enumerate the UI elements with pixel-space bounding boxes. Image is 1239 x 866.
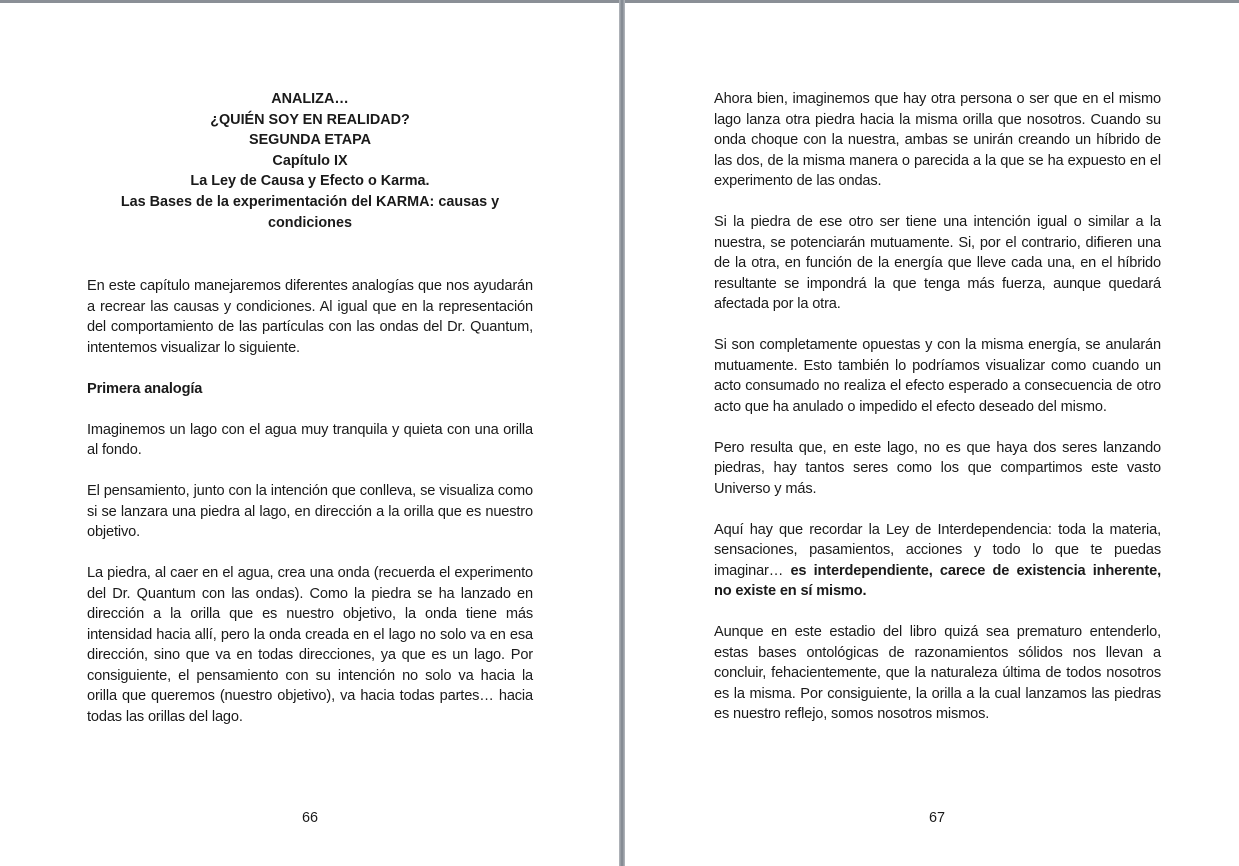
intro-paragraph: En este capítulo manejaremos diferentes analogías que nos ayudarán a recrear las causas y condiciones. Al igual que en la representación del comportamiento de las partículas con las ondas del Dr. Quantum, intentemos visualizar lo siguiente.	[87, 278, 533, 356]
left-page	[0, 3, 619, 866]
heading-line-chapter: Capítulo IX	[272, 152, 348, 169]
body-paragraph: Pero resulta que, en este lago, no es que haya dos seres lanzando piedras, hay tantos seres como los que compartimos este vasto Universo y más.	[714, 439, 1161, 497]
interdependence-text: Aquí hay que recordar la Ley de Interdependencia: toda la materia, sensaciones, pasamientos, acciones y todo lo que te puedas imaginar…	[714, 521, 1161, 579]
interdependence-emphasis: es interdependiente, carece de existencia inherente, no existe en sí mismo	[714, 562, 1161, 599]
final-paragraph: Aunque en este estadio del libro quizá sea prematuro entenderlo, estas bases ontológicas de razonamientos sólidos nos llevan a concluir, fehacientemente, que la naturaleza última de todos nosotros es la misma. Por consiguiente, la orilla a la cual lanzamos las piedras es nuestro reflejo, somos nosotros mismos.	[714, 624, 1161, 722]
body-paragraph: Si la piedra de ese otro ser tiene una intención igual o similar a la nuestra, se potenciarán mutuamente. Si, por el contrario, difieren una de la otra, en función de la energía que lleve cada una, en el híbrido resultante se impondrá la que tenga más fuerza, aunque quedará afectada por la otra.	[714, 214, 1161, 312]
heading-line-bases: Las Bases de la experimentación del KARMA: causas y condiciones	[120, 193, 500, 231]
right-page-body	[714, 89, 1161, 725]
section-subheading: Primera analogía	[87, 380, 203, 397]
body-paragraph: Ahora bien, imaginemos que hay otra persona o ser que en el mismo lago lanza otra piedra hacia la misma orilla que nosotros. Cuando su onda choque con la nuestra, ambas se unirán creando un híbrido de las dos, de la misma manera o parecida a la que se ha expuesto en el experimento de las ondas.	[714, 91, 1161, 189]
interdependence-paragraph	[714, 520, 1161, 602]
body-paragraph: Imaginemos un lago con el agua muy tranquila y quieta con una orilla al fondo.	[87, 421, 533, 458]
heading-line-etapa: SEGUNDA ETAPA	[248, 132, 372, 149]
page-number-left: 66	[301, 810, 318, 826]
left-page-body	[87, 276, 533, 727]
chapter-heading	[90, 89, 530, 233]
body-paragraph: La piedra, al caer en el agua, crea una onda (recuerda el experimento del Dr. Quantum con las ondas). Como la piedra se ha lanzado en dirección a la orilla que es nuestro objetivo, la onda tiene más intensidad hacia allí, pero la onda creada en el lago no solo va en esa dirección, sino que va en todas direcciones, ya que es un lago. Por consiguiente, el pensamiento con su intención no solo va hacia la orilla que queremos (nuestro objetivo), va hacia todas partes… hacia todas las orillas del lago.	[87, 565, 533, 725]
heading-line-analiza: ANALIZA…	[271, 91, 349, 107]
body-paragraph: Si son completamente opuestas y con la misma energía, se anularán mutuamente. Esto también lo podríamos visualizar como cuando un acto consumado no realiza el efecto esperado a consecuencia de otro acto que ha anulado o impedido el efecto deseado del mismo.	[714, 337, 1161, 415]
body-paragraph: El pensamiento, junto con la intención que conlleva, se visualiza como si se lanzara una piedra al lago, en dirección a la orilla que es nuestro objetivo.	[87, 483, 533, 540]
heading-line-law: La Ley de Causa y Efecto o Karma.	[190, 173, 430, 190]
right-page	[625, 3, 1239, 866]
heading-line-quien-soy: ¿QUIÉN SOY EN REALIDAD?	[210, 111, 410, 128]
interdependence-period: .	[862, 583, 867, 599]
page-number-right: 67	[928, 810, 945, 826]
